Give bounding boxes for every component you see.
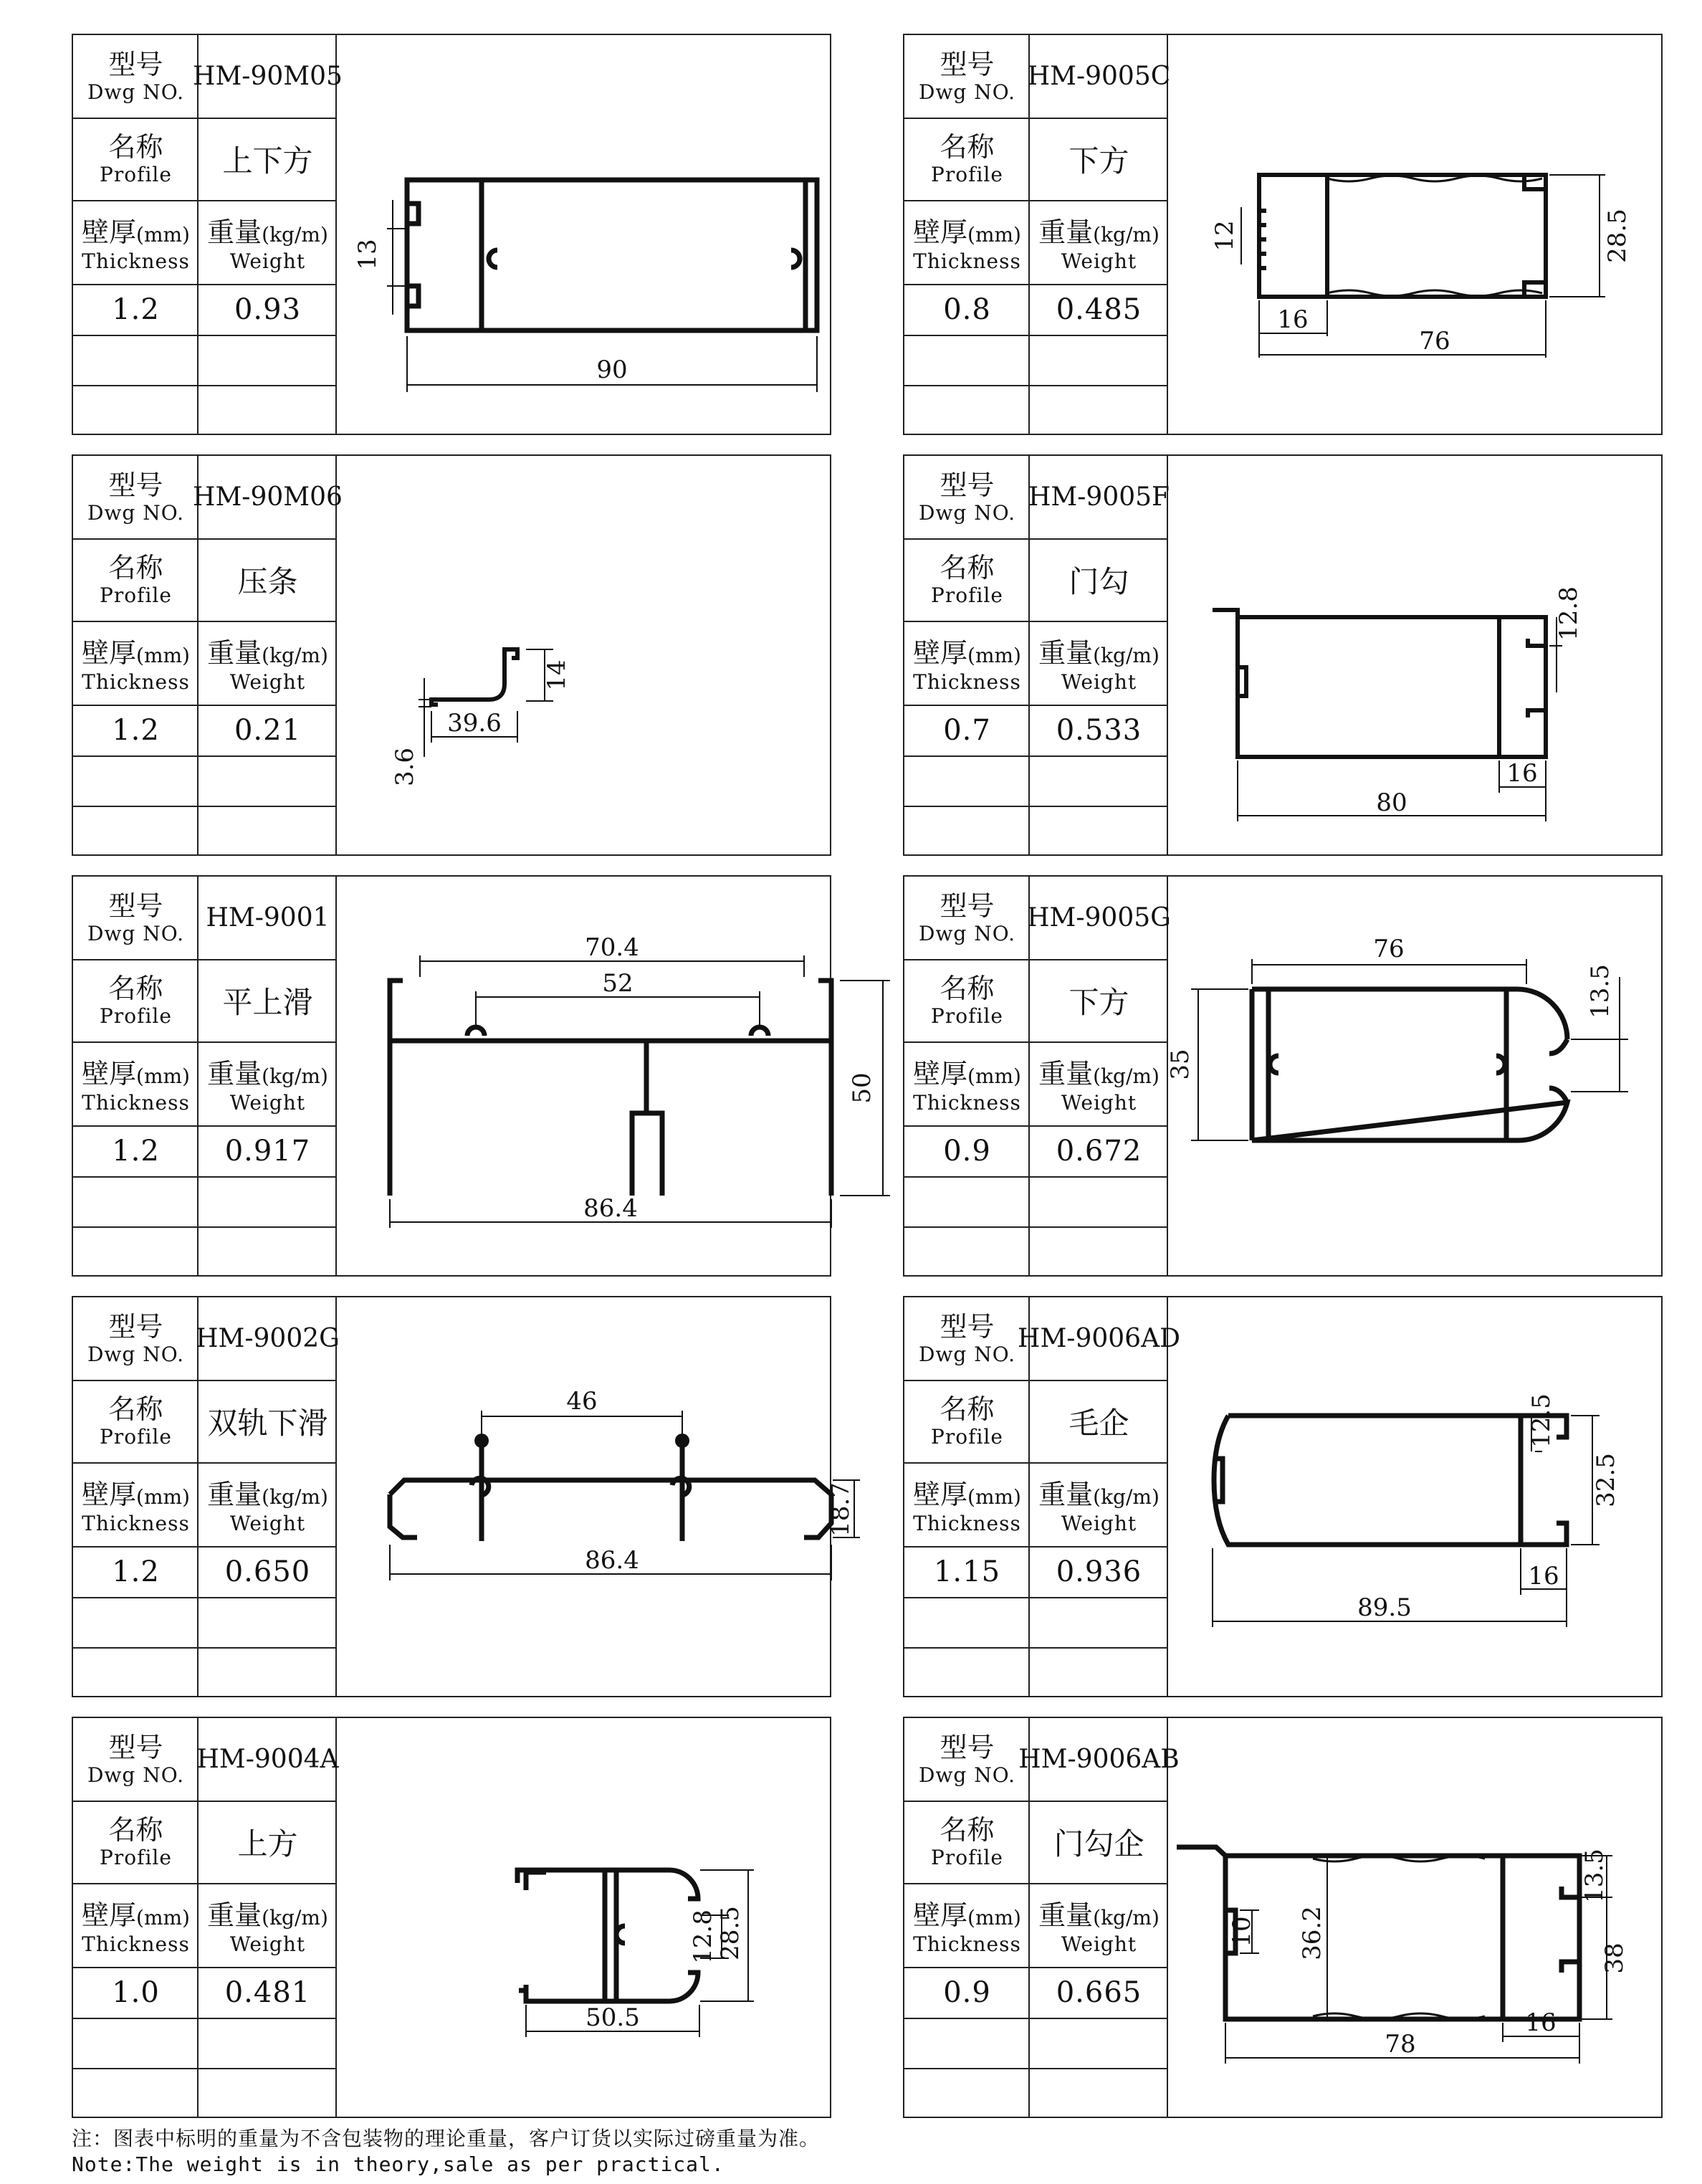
dwg-no-label: 型号 Dwg NO. [919, 1310, 1015, 1366]
dim-label: 52 [602, 969, 634, 998]
profile-shape [431, 649, 517, 707]
profile-card-hm-9005f [903, 454, 1663, 856]
dwg-no-value: HM-9002G [196, 1324, 340, 1353]
dim-label: 78 [1385, 2030, 1416, 2059]
profile-drawing [1166, 877, 1661, 1275]
profile-shape [390, 981, 831, 1196]
thickness-label: 壁厚(mm) Thickness [82, 1479, 190, 1535]
thickness-label: 壁厚(mm) Thickness [82, 1058, 190, 1115]
dwg-no-value: HM-9006AB [1018, 1745, 1180, 1774]
weight-value: 0.650 [224, 1555, 311, 1588]
profile-shape [1252, 989, 1567, 1140]
profile-name: 下方 [1068, 143, 1129, 178]
profile-name: 上方 [237, 1826, 298, 1861]
thickness-value: 1.2 [112, 713, 160, 747]
profile-drawing-svg [338, 1297, 855, 1696]
weight-value: 0.481 [224, 1975, 311, 2009]
profile-drawing [1170, 1297, 1661, 1696]
thickness-label: 壁厚(mm) Thickness [913, 637, 1021, 694]
dwg-no-value: HM-9005G [1027, 903, 1171, 933]
profile-name: 压条 [237, 563, 298, 599]
profile-shape [1214, 1416, 1567, 1545]
profile-label: 名称 Profile [931, 551, 1003, 607]
profile-drawing [338, 456, 830, 854]
dwg-no-value: HM-90M05 [193, 62, 343, 91]
profile-shape [1213, 610, 1546, 757]
dim-label: 16 [1525, 2008, 1557, 2037]
dim-label: 38 [1600, 1942, 1629, 1974]
weight-label: 重量(kg/m) Weight [1038, 1479, 1160, 1535]
dim-label: 16 [1506, 759, 1538, 788]
profile-drawing [1170, 1718, 1661, 2117]
profile-drawing-svg [338, 456, 830, 854]
dim-label: 70.4 [585, 933, 639, 962]
dwg-no-value: HM-9005F [1028, 482, 1170, 512]
dwg-no-label: 型号 Dwg NO. [919, 48, 1015, 104]
profile-label: 名称 Profile [931, 130, 1003, 186]
profile-drawing [338, 35, 830, 434]
weight-label: 重量(kg/m) Weight [207, 1058, 328, 1115]
dim-label: 32.5 [1592, 1453, 1620, 1507]
thickness-value: 0.9 [943, 1975, 991, 2009]
profile-label: 名称 Profile [100, 551, 172, 607]
profile-label: 名称 Profile [931, 1393, 1003, 1449]
weight-value: 0.21 [234, 713, 302, 747]
dwg-no-value: HM-9001 [206, 903, 330, 933]
dim-label: 50.5 [585, 2003, 640, 2032]
dim-label: 28.5 [1603, 209, 1632, 263]
thickness-value: 1.2 [112, 1134, 160, 1168]
dwg-no-value: HM-9004A [196, 1745, 339, 1774]
profile-name: 上下方 [222, 143, 313, 178]
dim-label: 76 [1373, 935, 1405, 963]
profile-label: 名称 Profile [931, 1813, 1003, 1869]
thickness-value: 0.8 [943, 292, 991, 326]
track-pin [675, 1434, 689, 1448]
profile-drawing [1170, 35, 1661, 434]
dwg-no-label: 型号 Dwg NO. [87, 1731, 184, 1787]
dim-label: 13.5 [1586, 964, 1615, 1019]
dwg-no-label: 型号 Dwg NO. [87, 1310, 184, 1366]
dim-label: 90 [596, 356, 628, 384]
weight-label: 重量(kg/m) Weight [1038, 1058, 1160, 1115]
thickness-label: 壁厚(mm) Thickness [913, 1479, 1021, 1535]
profile-label: 名称 Profile [100, 130, 172, 186]
profile-drawing [338, 1297, 855, 1696]
dim-label: 86.4 [585, 1546, 639, 1575]
thickness-value: 1.2 [112, 1555, 160, 1588]
dim-label: 28.5 [716, 1906, 745, 1960]
profile-shape [390, 1441, 831, 1541]
dwg-no-label: 型号 Dwg NO. [919, 890, 1015, 945]
profile-drawing [338, 1718, 830, 2117]
note-zh: 注：图表中标明的重量为不含包装物的理论重量，客户订货以实际过磅重量为准。 [72, 2127, 821, 2150]
note-en: Note:The weight is in theory,sale as per practical. [72, 2152, 725, 2176]
profile-name: 平上滑 [222, 984, 313, 1020]
thickness-value: 1.0 [112, 1975, 160, 2009]
thickness-value: 0.9 [943, 1134, 991, 1168]
dim-label: 13.5 [1580, 1849, 1609, 1903]
thickness-label: 壁厚(mm) Thickness [82, 1899, 190, 1956]
profile-drawing [338, 877, 876, 1275]
weight-label: 重量(kg/m) Weight [207, 637, 328, 694]
thickness-label: 壁厚(mm) Thickness [913, 216, 1021, 273]
dim-label: 89.5 [1357, 1593, 1412, 1622]
dim-label: 36.2 [1298, 1906, 1326, 1960]
dim-label: 12.8 [1554, 586, 1583, 641]
profile-card-hm-9005g [903, 875, 1663, 1277]
profile-name: 毛企 [1068, 1405, 1129, 1441]
dwg-no-value: HM-9005C [1027, 62, 1171, 91]
dim-label: 3.6 [391, 747, 419, 787]
weight-label: 重量(kg/m) Weight [1038, 216, 1160, 273]
dim-label: 80 [1376, 788, 1407, 817]
dwg-no-value: HM-9006AD [1018, 1324, 1180, 1353]
profile-drawing [1170, 456, 1661, 854]
dwg-no-label: 型号 Dwg NO. [87, 890, 184, 945]
thickness-label: 壁厚(mm) Thickness [82, 637, 190, 694]
profile-shape [407, 180, 817, 330]
thickness-value: 0.7 [943, 713, 991, 747]
dim-label: 12.5 [1527, 1393, 1556, 1448]
dim-label: 86.4 [583, 1194, 638, 1223]
dim-label: 35 [1166, 1049, 1195, 1080]
weight-label: 重量(kg/m) Weight [207, 1899, 328, 1956]
profile-name: 下方 [1068, 984, 1129, 1020]
thickness-label: 壁厚(mm) Thickness [913, 1058, 1021, 1115]
dim-label: 12 [1210, 220, 1239, 252]
thickness-label: 壁厚(mm) Thickness [82, 216, 190, 273]
profile-name: 门勾 [1068, 563, 1129, 599]
profile-drawing-svg [1170, 1718, 1661, 2117]
profile-drawing-svg [338, 1718, 830, 2117]
weight-value: 0.485 [1056, 292, 1142, 326]
profile-card-hm-9006ad [903, 1296, 1663, 1697]
dwg-no-label: 型号 Dwg NO. [87, 469, 184, 525]
profile-name: 双轨下滑 [207, 1405, 328, 1441]
profile-shape [517, 1869, 698, 2001]
dim-label: 10 [1228, 1916, 1256, 1947]
profile-drawing-svg [1170, 456, 1661, 854]
thickness-value: 1.2 [112, 292, 160, 326]
dim-label: 46 [566, 1387, 598, 1416]
weight-label: 重量(kg/m) Weight [207, 216, 328, 273]
dim-label: 16 [1528, 1562, 1559, 1591]
dwg-no-label: 型号 Dwg NO. [919, 469, 1015, 525]
dim-label: 16 [1277, 305, 1309, 334]
profile-card-hm-9004a [72, 1717, 831, 2118]
profile-drawing-svg [338, 877, 876, 1275]
dim-label: 50 [848, 1072, 876, 1104]
track-pin [474, 1434, 489, 1448]
profile-label: 名称 Profile [931, 972, 1003, 1028]
profile-card-hm-9005c [903, 34, 1663, 435]
thickness-value: 1.15 [933, 1555, 1001, 1588]
weight-label: 重量(kg/m) Weight [1038, 637, 1160, 694]
profile-label: 名称 Profile [100, 972, 172, 1028]
profile-card-hm-90m05 [72, 34, 831, 435]
weight-value: 0.672 [1056, 1134, 1142, 1168]
dim-label: 14 [542, 659, 571, 691]
weight-value: 0.917 [224, 1134, 311, 1168]
profile-card-hm-90m06 [72, 454, 831, 856]
dim-label: 39.6 [447, 709, 502, 738]
profile-card-hm-9006ab [903, 1717, 1663, 2118]
profile-shape [1259, 175, 1546, 297]
profile-label: 名称 Profile [100, 1393, 172, 1449]
profile-drawing-svg [1170, 35, 1661, 434]
weight-value: 0.533 [1056, 713, 1142, 747]
profile-card-hm-9001 [72, 875, 876, 1277]
profile-drawing-svg [1166, 877, 1661, 1275]
dim-label: 18.7 [826, 1482, 855, 1537]
weight-label: 重量(kg/m) Weight [1038, 1899, 1160, 1956]
weight-value: 0.936 [1056, 1555, 1142, 1588]
profile-name: 门勾企 [1053, 1826, 1144, 1861]
thickness-label: 壁厚(mm) Thickness [913, 1899, 1021, 1956]
dwg-no-value: HM-90M06 [193, 482, 343, 512]
dim-label: 12.8 [689, 1909, 717, 1964]
dwg-no-label: 型号 Dwg NO. [919, 1731, 1015, 1787]
weight-value: 0.665 [1056, 1975, 1142, 2009]
profile-card-hm-9002g [72, 1296, 855, 1697]
weight-value: 0.93 [234, 292, 302, 326]
dwg-no-label: 型号 Dwg NO. [87, 48, 184, 104]
weight-label: 重量(kg/m) Weight [207, 1479, 328, 1535]
dim-label: 76 [1419, 327, 1450, 356]
profile-drawing-svg [338, 35, 830, 434]
profile-drawing-svg [1170, 1297, 1661, 1696]
dim-label: 13 [353, 239, 382, 270]
profile-label: 名称 Profile [100, 1813, 172, 1869]
